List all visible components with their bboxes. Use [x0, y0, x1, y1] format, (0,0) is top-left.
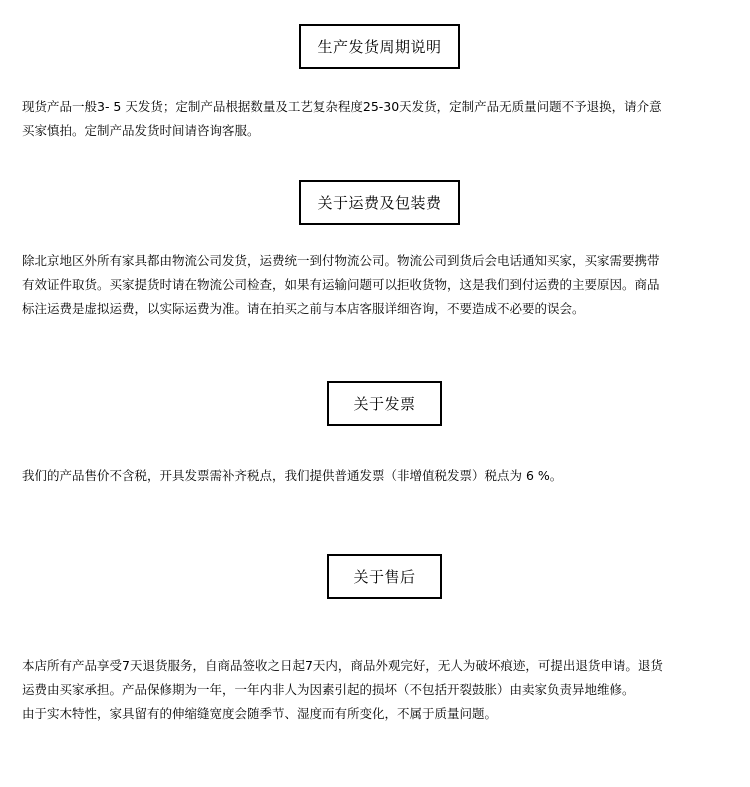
text-line: 本店所有产品享受7天退货服务，自商品签收之日起7天内，商品外观完好，无人为破坏痕迹，可提出退货申请。退货 — [22, 658, 663, 673]
text-line: 有效证件取货。买家提货时请在物流公司检查，如果有运输问题可以拒收货物，这是我们到付运费的主要原因。商品 — [22, 277, 660, 292]
section-title-production-shipping: 生产发货周期说明 — [299, 24, 460, 69]
text-line: 现货产品一般3- 5 天发货；定制产品根据数量及工艺复杂程度25-30天发货，定制产品无质量问题不予退换，请介意 — [22, 99, 662, 114]
text-line: 我们的产品售价不含税，开具发票需补齐税点，我们提供普通发票（非增值税发票）税点为 6 %。 — [22, 468, 563, 483]
section-body-shipping-packaging — [22, 249, 738, 321]
section-title-shipping-packaging: 关于运费及包装费 — [299, 180, 460, 225]
text-line: 除北京地区外所有家具都由物流公司发货，运费统一到付物流公司。物流公司到货后会电话通知买家，买家需要携带 — [22, 253, 660, 268]
text-line: 买家慎拍。定制产品发货时间请咨询客服。 — [22, 123, 260, 138]
text-line: 由于实木特性，家具留有的伸缩缝宽度会随季节、湿度而有所变化，不属于质量问题。 — [22, 706, 498, 721]
section-body-production-shipping — [22, 95, 738, 143]
text-line: 标注运费是虚拟运费，以实际运费为准。请在拍买之前与本店客服详细咨询，不要造成不必要的误会。 — [22, 301, 585, 316]
section-title-invoice: 关于发票 — [327, 381, 442, 426]
section-body-after-sales — [22, 654, 738, 726]
section-title-after-sales: 关于售后 — [327, 554, 442, 599]
text-line: 运费由买家承担。产品保修期为一年，一年内非人为因素引起的损坏（不包括开裂鼓胀）由卖家负责异地维修。 — [22, 682, 635, 697]
section-body-invoice — [22, 464, 738, 488]
